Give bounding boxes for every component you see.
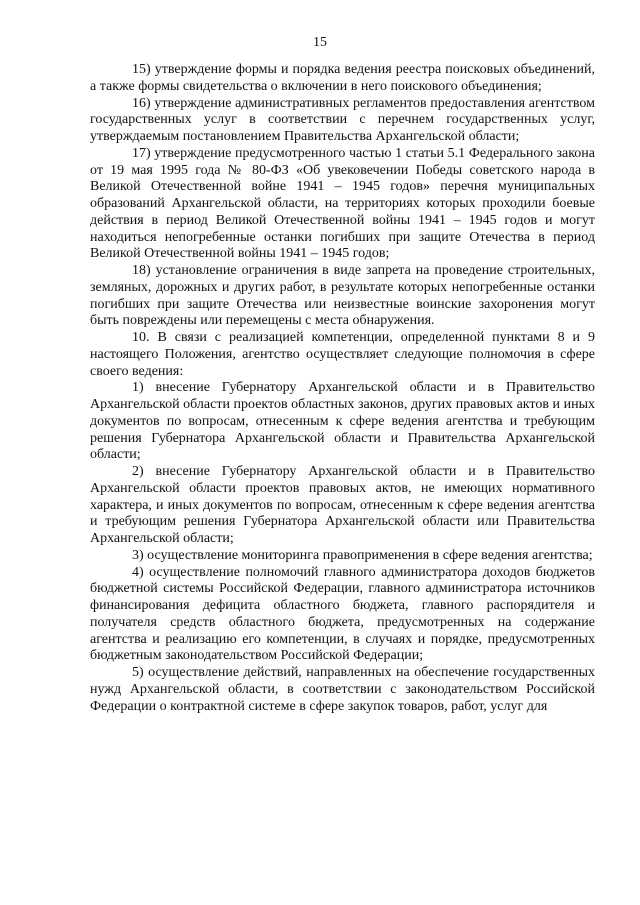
paragraph-item-2: 2) внесение Губернатору Архангельской области и в Правительство Архангельской области проектов правовых актов, не имеющих нормативного характера, и иных документов по вопросам, отнесенным к сфере ведения агентства и требующим решения Губернатора Архангельской области или Правительства Архангельской области; <box>90 464 595 546</box>
paragraph-item-17: 17) утверждение предусмотренного частью 1 статьи 5.1 Федерального закона от 19 мая 1995 года № 80-ФЗ «Об увековечении Победы советского народа в Великой Отечественной войне 1941 – 1945 годов» перечня муниципальных образований Архангельской области, на территориях которых проходили боевые действия в период Великой Отечественной войны 1941 – 1945 годов и могут находиться непогребенные останки погибших при защите Отечества в период Великой Отечественной войны 1941 – 1945 годов; <box>90 145 595 262</box>
paragraph-item-3: 3) осуществление мониторинга правоприменения в сфере ведения агентства; <box>132 547 593 563</box>
paragraph-item-15: 15) утверждение формы и порядка ведения реестра поисковых объединений, а также формы свидетельства о включении в него поискового объединения; <box>90 62 595 94</box>
paragraph-item-5: 5) осуществление действий, направленных на обеспечение государственных нужд Архангельской области, в соответствии с законодательством Российской Федерации о контрактной системе в сфере закупок товаров, работ, услуг для <box>90 665 595 714</box>
paragraph-item-18: 18) установление ограничения в виде запрета на проведение строительных, земляных, дорожных и других работ, в результате которых непогребенные останки погибших при защите Отечества или неизвестные воинские захоронения могут быть повреждены или перемещены с места обнаружения. <box>90 263 595 329</box>
paragraph-section-10: 10. В связи с реализацией компетенции, определенной пунктами 8 и 9 настоящего Положения, агентство осуществляет следующие полномочия в сфере своего ведения: <box>90 330 595 379</box>
page-number: 15 <box>313 35 327 50</box>
paragraph-item-16: 16) утверждение административных регламентов предоставления агентством государственных услуг в соответствии с перечнем государственных услуг, утверждаемым постановлением Правительства Архангельской области; <box>90 95 595 144</box>
document-body <box>90 62 595 715</box>
paragraph-item-1: 1) внесение Губернатору Архангельской области и в Правительство Архангельской области проектов областных законов, других правовых актов и иных документов по вопросам, отнесенным к сфере ведения агентства и требующим решения Губернатора Архангельской области и Правительства Архангельской области; <box>90 380 595 463</box>
paragraph-item-4: 4) осуществление полномочий главного администратора доходов бюджетов бюджетной системы Российской Федерации, главного администратора источников финансирования дефицита областного бюджета, главного распорядителя и получателя средств областного бюджета, предусмотренных на содержание агентства и реализацию его компетенции, в случаях и порядке, предусмотренных бюджетным законодательством Российской Федерации; <box>90 564 595 664</box>
